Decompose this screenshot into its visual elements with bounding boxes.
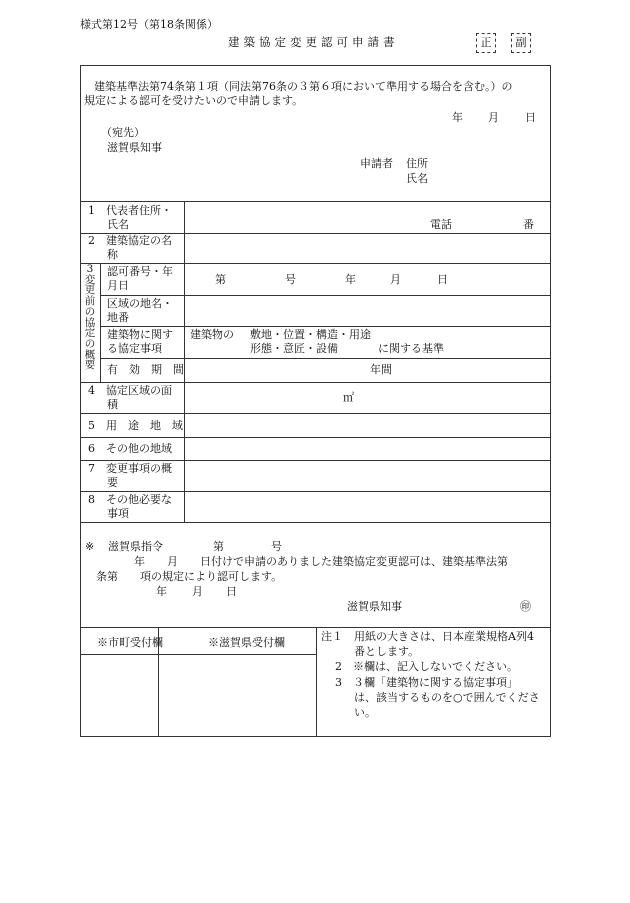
row2-label-line2: 称 [107,248,118,261]
stamp-original: 正 [476,33,496,53]
pref-reception-label: ※滋賀県受付欄 [208,636,285,649]
bldg-suffix: に関する基準 [378,342,444,355]
row2-label-line1: 2 建築協定の名 [88,234,172,247]
row3b-label-line2: 地番 [107,311,129,324]
bldg-options-line2: 形態・意匠・設備 [250,342,338,355]
notes-divider [316,627,317,737]
permit-dai: 第 [215,273,226,286]
addressee-governor: 滋賀県知事 [107,141,162,154]
form-title: 建築協定変更認可申請書 [228,35,399,49]
note1-line2: 番とします。 [354,645,420,658]
approval-gou: 号 [271,540,282,553]
row3c-label-line1: 建築物に関す [107,328,173,341]
intro-date-year: 年 [452,111,463,124]
section3-char: 更 [84,284,96,297]
row8-label-line1: 8 その他必要な [88,493,172,506]
table-bottom-line [80,522,551,523]
bldg-prefix: 建築物の [190,328,234,341]
section3-char: 変 [84,273,96,286]
row3a-label-line2: 月日 [107,279,129,292]
row4-label-line1: 4 協定区域の面 [88,384,172,397]
approval-date-month: 月 [192,585,203,598]
row6-label: 6 その他の地域 [88,442,172,455]
row8-label-line2: 事項 [107,507,129,520]
intro-date-day: 日 [525,111,536,124]
row3d-label: 有 効 期 間 [107,363,184,376]
row-line [100,358,551,359]
row1-label-line1: 1 代表者住所・ [88,204,172,217]
row5-label: 5 用 途 地 域 [88,419,183,432]
reception-header-line [80,654,316,655]
approval-date-day: 日 [226,585,237,598]
row3a-label-line1: 認可番号・年 [107,265,173,278]
note3-line3: い。 [354,706,376,719]
intro-text-line2: 規定による認可を受けたいので申請します。 [84,94,304,107]
section3-char: 要 [84,359,96,372]
row-line [80,437,551,438]
row-line [100,326,551,327]
stamp-copy: 副 [511,33,531,53]
bldg-options-line1: 敷地・位置・構造・用途 [250,328,371,341]
row7-label-line2: 要 [107,476,118,489]
row-line [80,413,551,414]
approval-text-line2: 年 月 日付けで申請のありました建築協定変更認可は、建築基準法第 [134,555,508,568]
form-number: 様式第12号（第18条関係） [80,18,218,31]
table-top-line [80,201,551,202]
applicant-address-label: 住所 [406,157,428,170]
section3-vertical-label [83,264,97,371]
phone-label: 電話 [430,218,452,231]
label-column-line [184,201,185,522]
approval-governor: 滋賀県知事 [347,600,402,613]
section3-char: 3 [86,263,94,275]
governor-seal: ㊞ [520,600,531,613]
note3-line1: 3 ３欄「建築物に関する協定事項」 [335,676,518,689]
intro-date-month: 月 [488,111,499,124]
note3-line2: は、該当するものを○で囲んでくださ [354,691,540,704]
phone-suffix: 番 [523,218,534,231]
section3-char: の [84,337,96,350]
row7-label-line1: 7 変更事項の概 [88,462,172,475]
row4-label-line2: 積 [107,398,118,411]
section3-column-line [100,263,101,382]
section3-char: の [84,305,96,318]
note2: 2 ※欄は、記入しないでください。 [335,660,518,673]
row-line [100,295,551,296]
approval-directive-label: 滋賀県指令 [108,540,163,553]
approval-dai: 第 [213,540,224,553]
permit-year: 年 [345,273,356,286]
section3-char: 前 [84,295,96,308]
city-reception-label: ※市町受付欄 [97,636,163,649]
section3-char: 概 [84,348,96,361]
approval-mark: ※ [85,540,95,553]
row-line [80,491,551,492]
section3-char: 協 [84,316,96,329]
row-line [80,263,551,264]
note1-line1: 注１ 用紙の大きさは、日本産業規格A列4 [321,630,534,643]
approval-date-year: 年 [156,585,167,598]
approval-text-line3: 条第 項の規定により認可します。 [96,570,283,583]
row-line [80,382,551,383]
row3b-label-line1: 区域の地名・ [107,297,173,310]
permit-gou: 号 [285,273,296,286]
permit-day: 日 [437,273,448,286]
area-unit: ㎡ [343,391,354,404]
period-unit: 年間 [370,363,392,376]
row-line [80,460,551,461]
applicant-name-label: 氏名 [406,172,428,185]
applicant-label: 申請者 [360,157,393,170]
row3c-label-line2: る協定事項 [107,342,162,355]
row1-label-line2: 氏名 [107,218,129,231]
addressee: （宛先） [101,126,145,139]
permit-month: 月 [390,273,401,286]
section3-char: 定 [84,327,96,340]
intro-text-line1: 建築基準法第74条第１項（同法第76条の３第６項において準用する場合を含む。）の [94,80,513,93]
